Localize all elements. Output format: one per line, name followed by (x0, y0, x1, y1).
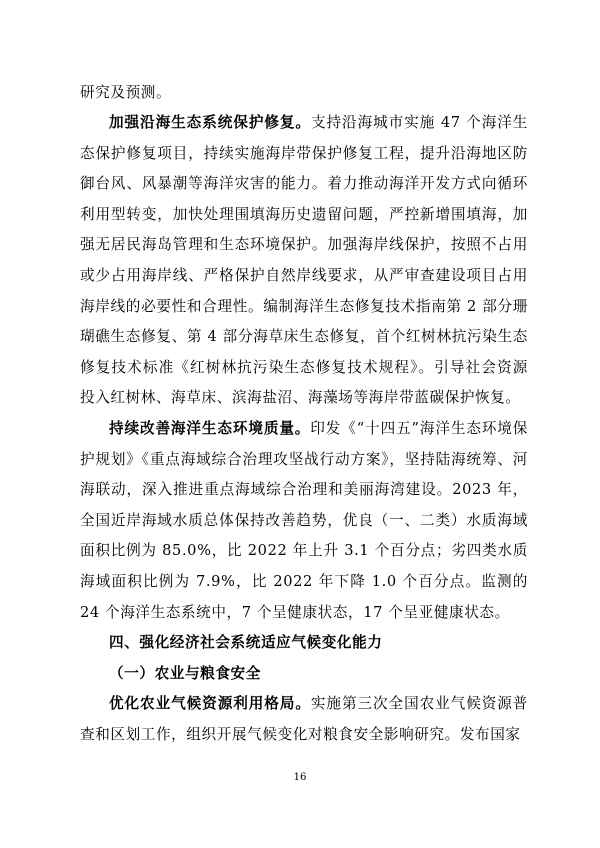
section-heading: 四、强化经济社会系统适应气候变化能力 (109, 634, 383, 651)
paragraph-text: 实施第三次全国农业气候资源普查和区划工作，组织开展气候变化对粮食安全影响研究。发布国家 (80, 695, 528, 743)
paragraph-marine-environment (80, 414, 528, 628)
paragraph-text: 支持沿海城市实施 47 个海洋生态保护修复项目，持续实施海岸带保护修复工程，提升沿海地区防御台风、风暴潮等海洋灾害的能力。着力推动海洋开发方式向循环利用型转变，加快处理围填海历史遗留问题，严控新增围填海，加强无居民海岛管理和生态环境保护。加强海岸线保护，按照不占用或少占用海岸线、严格保护自然岸线要求，从严审查建设项目占用海岸线的必要性和合理性。编制海洋生态修复技术指南第 2 部分珊瑚礁生态修复、第 4 部分海草床生态修复，首个红树林抗污染生态修复技术标准《红树林抗污染生态修复技术规程》。引导社会资源投入红树林、海草床、滨海盐沼、海藻场等海岸带蓝碳保护恢复。 (80, 114, 528, 407)
paragraph-text: 研究及预测。 (80, 84, 172, 101)
paragraph-agriculture (80, 689, 528, 750)
paragraph-lead: 持续改善海洋生态环境质量。 (109, 420, 311, 437)
page-number: 16 (293, 772, 307, 783)
paragraph-text: 印发《“十四五”海洋生态环境保护规划》《重点海域综合治理攻坚战行动方案》，坚持陆海统筹、河海联动，深入推进重点海域综合治理和美丽海湾建设。2023 年，全国近岸海域水质总体保持改善趋势，优良（一、二类）水质海域面积比例为 85.0%，比 2022 年上升 3.1 个百分点；劣四类水质海域面积比例为 7.9%，比 2022 年下降 1.0 个百分点。监测的 24 个海洋生态系统中，7 个呈健康状态，17 个呈亚健康状态。 (80, 420, 528, 621)
paragraph-lead: 加强沿海生态系统保护修复。 (109, 114, 311, 131)
subsection-heading: （一）农业与粮食安全 (109, 665, 261, 682)
paragraph-coastal-restoration (80, 108, 528, 414)
paragraph-lead: 优化农业气候资源利用格局。 (109, 695, 311, 712)
paragraph-continuation (80, 78, 528, 109)
